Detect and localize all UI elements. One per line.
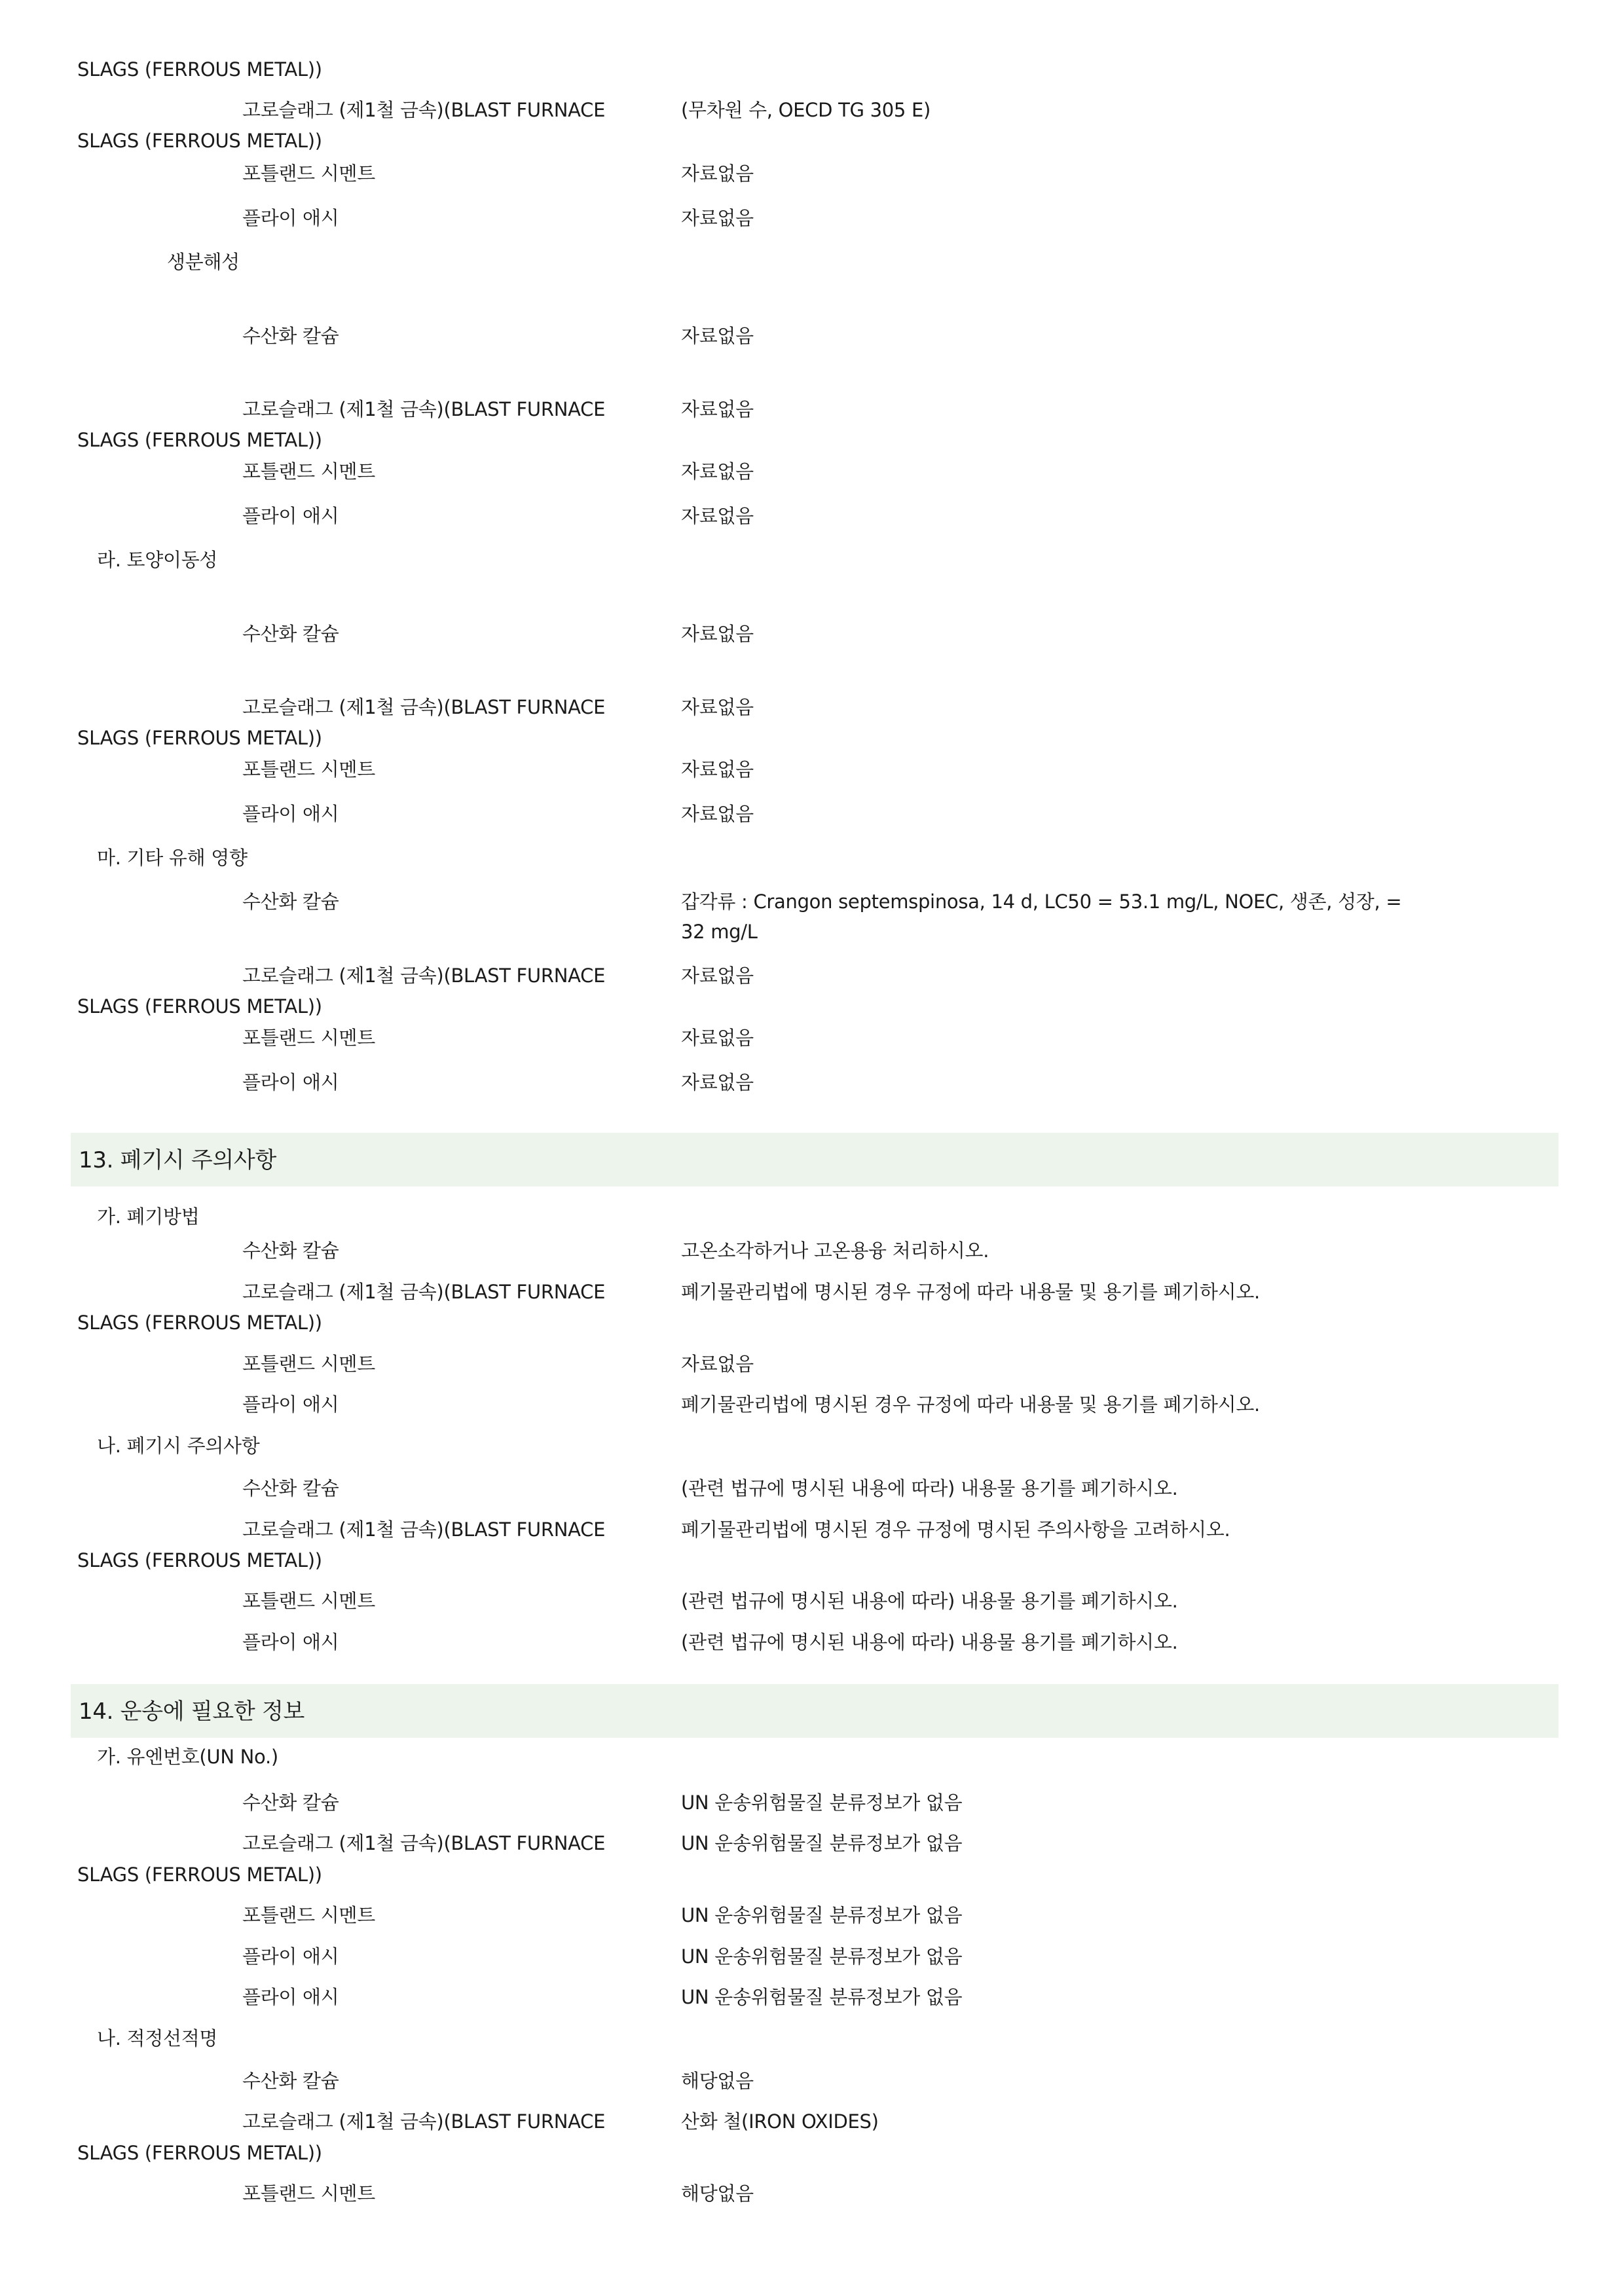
substance-value: UN 운송위험물질 분류정보가 없음 [681, 1986, 963, 2008]
substance-value: (관련 법규에 명시된 내용에 따라) 내용물 용기를 폐기하시오. [681, 1631, 1178, 1653]
substance-value: 자료없음 [681, 505, 754, 527]
subsection-heading: 나. 적정선적명 [97, 2027, 218, 2049]
section-header-13 [71, 1133, 1559, 1186]
substance-name-continuation: SLAGS (FERROUS METAL)) [77, 727, 322, 749]
substance-name-continuation: SLAGS (FERROUS METAL)) [77, 1312, 322, 1334]
substance-name: 수산화 칼슘 [242, 623, 339, 645]
substance-name: 고로슬래그 (제1철 금속)(BLAST FURNACE [242, 2110, 606, 2133]
substance-name: 플라이 애시 [242, 1071, 339, 1093]
section-title: 13. 폐기시 주의사항 [79, 1147, 276, 1173]
substance-value: UN 운송위험물질 분류정보가 없음 [681, 1904, 963, 1926]
substance-value: 갑각류 : Crangon septemspinosa, 14 d, LC50 = 53.1 mg/L, NOEC, 생존, 성장, = [681, 890, 1402, 913]
substance-name-continuation: SLAGS (FERROUS METAL)) [77, 1864, 322, 1886]
subsection-heading: 라. 토양이동성 [97, 549, 218, 571]
substance-name: 고로슬래그 (제1철 금속)(BLAST FURNACE [242, 1832, 606, 1854]
substance-name: 수산화 칼슘 [242, 1791, 339, 1814]
substance-value: 자료없음 [681, 1353, 754, 1375]
substance-name: 수산화 칼슘 [242, 890, 339, 913]
substance-value: 자료없음 [681, 207, 754, 229]
substance-name: 수산화 칼슘 [242, 1477, 339, 1499]
substance-name: 포틀랜드 시멘트 [242, 1027, 375, 1049]
substance-name: 고로슬래그 (제1철 금속)(BLAST FURNACE [242, 398, 606, 420]
substance-value-continuation: 32 mg/L [681, 921, 758, 943]
substance-name: 플라이 애시 [242, 505, 339, 527]
substance-name: 고로슬래그 (제1철 금속)(BLAST FURNACE [242, 964, 606, 987]
substance-value: 자료없음 [681, 803, 754, 825]
subsection-heading: 마. 기타 유해 영향 [97, 847, 248, 869]
substance-name: 포틀랜드 시멘트 [242, 162, 375, 185]
substance-name-continuation: SLAGS (FERROUS METAL)) [77, 1549, 322, 1571]
substance-value: UN 운송위험물질 분류정보가 없음 [681, 1832, 963, 1854]
substance-value: 자료없음 [681, 325, 754, 347]
substance-name: 플라이 애시 [242, 1945, 339, 1968]
substance-value: 폐기물관리법에 명시된 경우 규정에 명시된 주의사항을 고려하시오. [681, 1518, 1230, 1541]
substance-name: 고로슬래그 (제1철 금속)(BLAST FURNACE [242, 99, 606, 121]
subsection-heading: 생분해성 [167, 251, 240, 273]
section-header-14 [71, 1684, 1559, 1738]
substance-value: 폐기물관리법에 명시된 경우 규정에 따라 내용물 및 용기를 폐기하시오. [681, 1393, 1260, 1416]
subsection-heading: 나. 폐기시 주의사항 [97, 1435, 260, 1457]
substance-value: (관련 법규에 명시된 내용에 따라) 내용물 용기를 폐기하시오. [681, 1590, 1178, 1612]
substance-value: 자료없음 [681, 623, 754, 645]
substance-name: 플라이 애시 [242, 803, 339, 825]
substance-name: 플라이 애시 [242, 207, 339, 229]
substance-name: 수산화 칼슘 [242, 1239, 339, 1262]
substance-name: 포틀랜드 시멘트 [242, 1353, 375, 1375]
substance-value: 산화 철(IRON OXIDES) [681, 2110, 879, 2133]
substance-name: 플라이 애시 [242, 1393, 339, 1416]
substance-name-continuation: SLAGS (FERROUS METAL)) [77, 2142, 322, 2164]
substance-value: UN 운송위험물질 분류정보가 없음 [681, 1791, 963, 1814]
substance-name: 포틀랜드 시멘트 [242, 2182, 375, 2205]
substance-value: 해당없음 [681, 2182, 754, 2205]
subsection-heading: 가. 폐기방법 [97, 1205, 200, 1228]
substance-name-continuation: SLAGS (FERROUS METAL)) [77, 58, 322, 81]
substance-value: UN 운송위험물질 분류정보가 없음 [681, 1945, 963, 1968]
substance-value: 자료없음 [681, 1071, 754, 1093]
substance-value: 자료없음 [681, 1027, 754, 1049]
substance-value: (관련 법규에 명시된 내용에 따라) 내용물 용기를 폐기하시오. [681, 1477, 1178, 1499]
substance-value: 자료없음 [681, 398, 754, 420]
substance-name: 수산화 칼슘 [242, 2070, 339, 2092]
substance-name: 포틀랜드 시멘트 [242, 460, 375, 483]
substance-name: 수산화 칼슘 [242, 325, 339, 347]
substance-name: 포틀랜드 시멘트 [242, 1904, 375, 1926]
subsection-heading: 가. 유엔번호(UN No.) [97, 1746, 278, 1768]
substance-name-continuation: SLAGS (FERROUS METAL)) [77, 995, 322, 1018]
substance-name: 포틀랜드 시멘트 [242, 1590, 375, 1612]
substance-name: 플라이 애시 [242, 1631, 339, 1653]
substance-name: 고로슬래그 (제1철 금속)(BLAST FURNACE [242, 1281, 606, 1303]
substance-value: 자료없음 [681, 758, 754, 780]
section-title: 14. 운송에 필요한 정보 [79, 1698, 305, 1725]
substance-value: 고온소각하거나 고온용융 처리하시오. [681, 1239, 989, 1262]
substance-value: (무차원 수, OECD TG 305 E) [681, 99, 931, 121]
substance-value: 자료없음 [681, 964, 754, 987]
substance-value: 자료없음 [681, 162, 754, 185]
substance-name: 고로슬래그 (제1철 금속)(BLAST FURNACE [242, 1518, 606, 1541]
substance-value: 자료없음 [681, 460, 754, 483]
substance-name: 고로슬래그 (제1철 금속)(BLAST FURNACE [242, 696, 606, 718]
substance-value: 폐기물관리법에 명시된 경우 규정에 따라 내용물 및 용기를 폐기하시오. [681, 1281, 1260, 1303]
substance-name: 포틀랜드 시멘트 [242, 758, 375, 780]
substance-name-continuation: SLAGS (FERROUS METAL)) [77, 429, 322, 451]
substance-name: 플라이 애시 [242, 1986, 339, 2008]
substance-value: 자료없음 [681, 696, 754, 718]
substance-value: 해당없음 [681, 2070, 754, 2092]
substance-name-continuation: SLAGS (FERROUS METAL)) [77, 130, 322, 152]
